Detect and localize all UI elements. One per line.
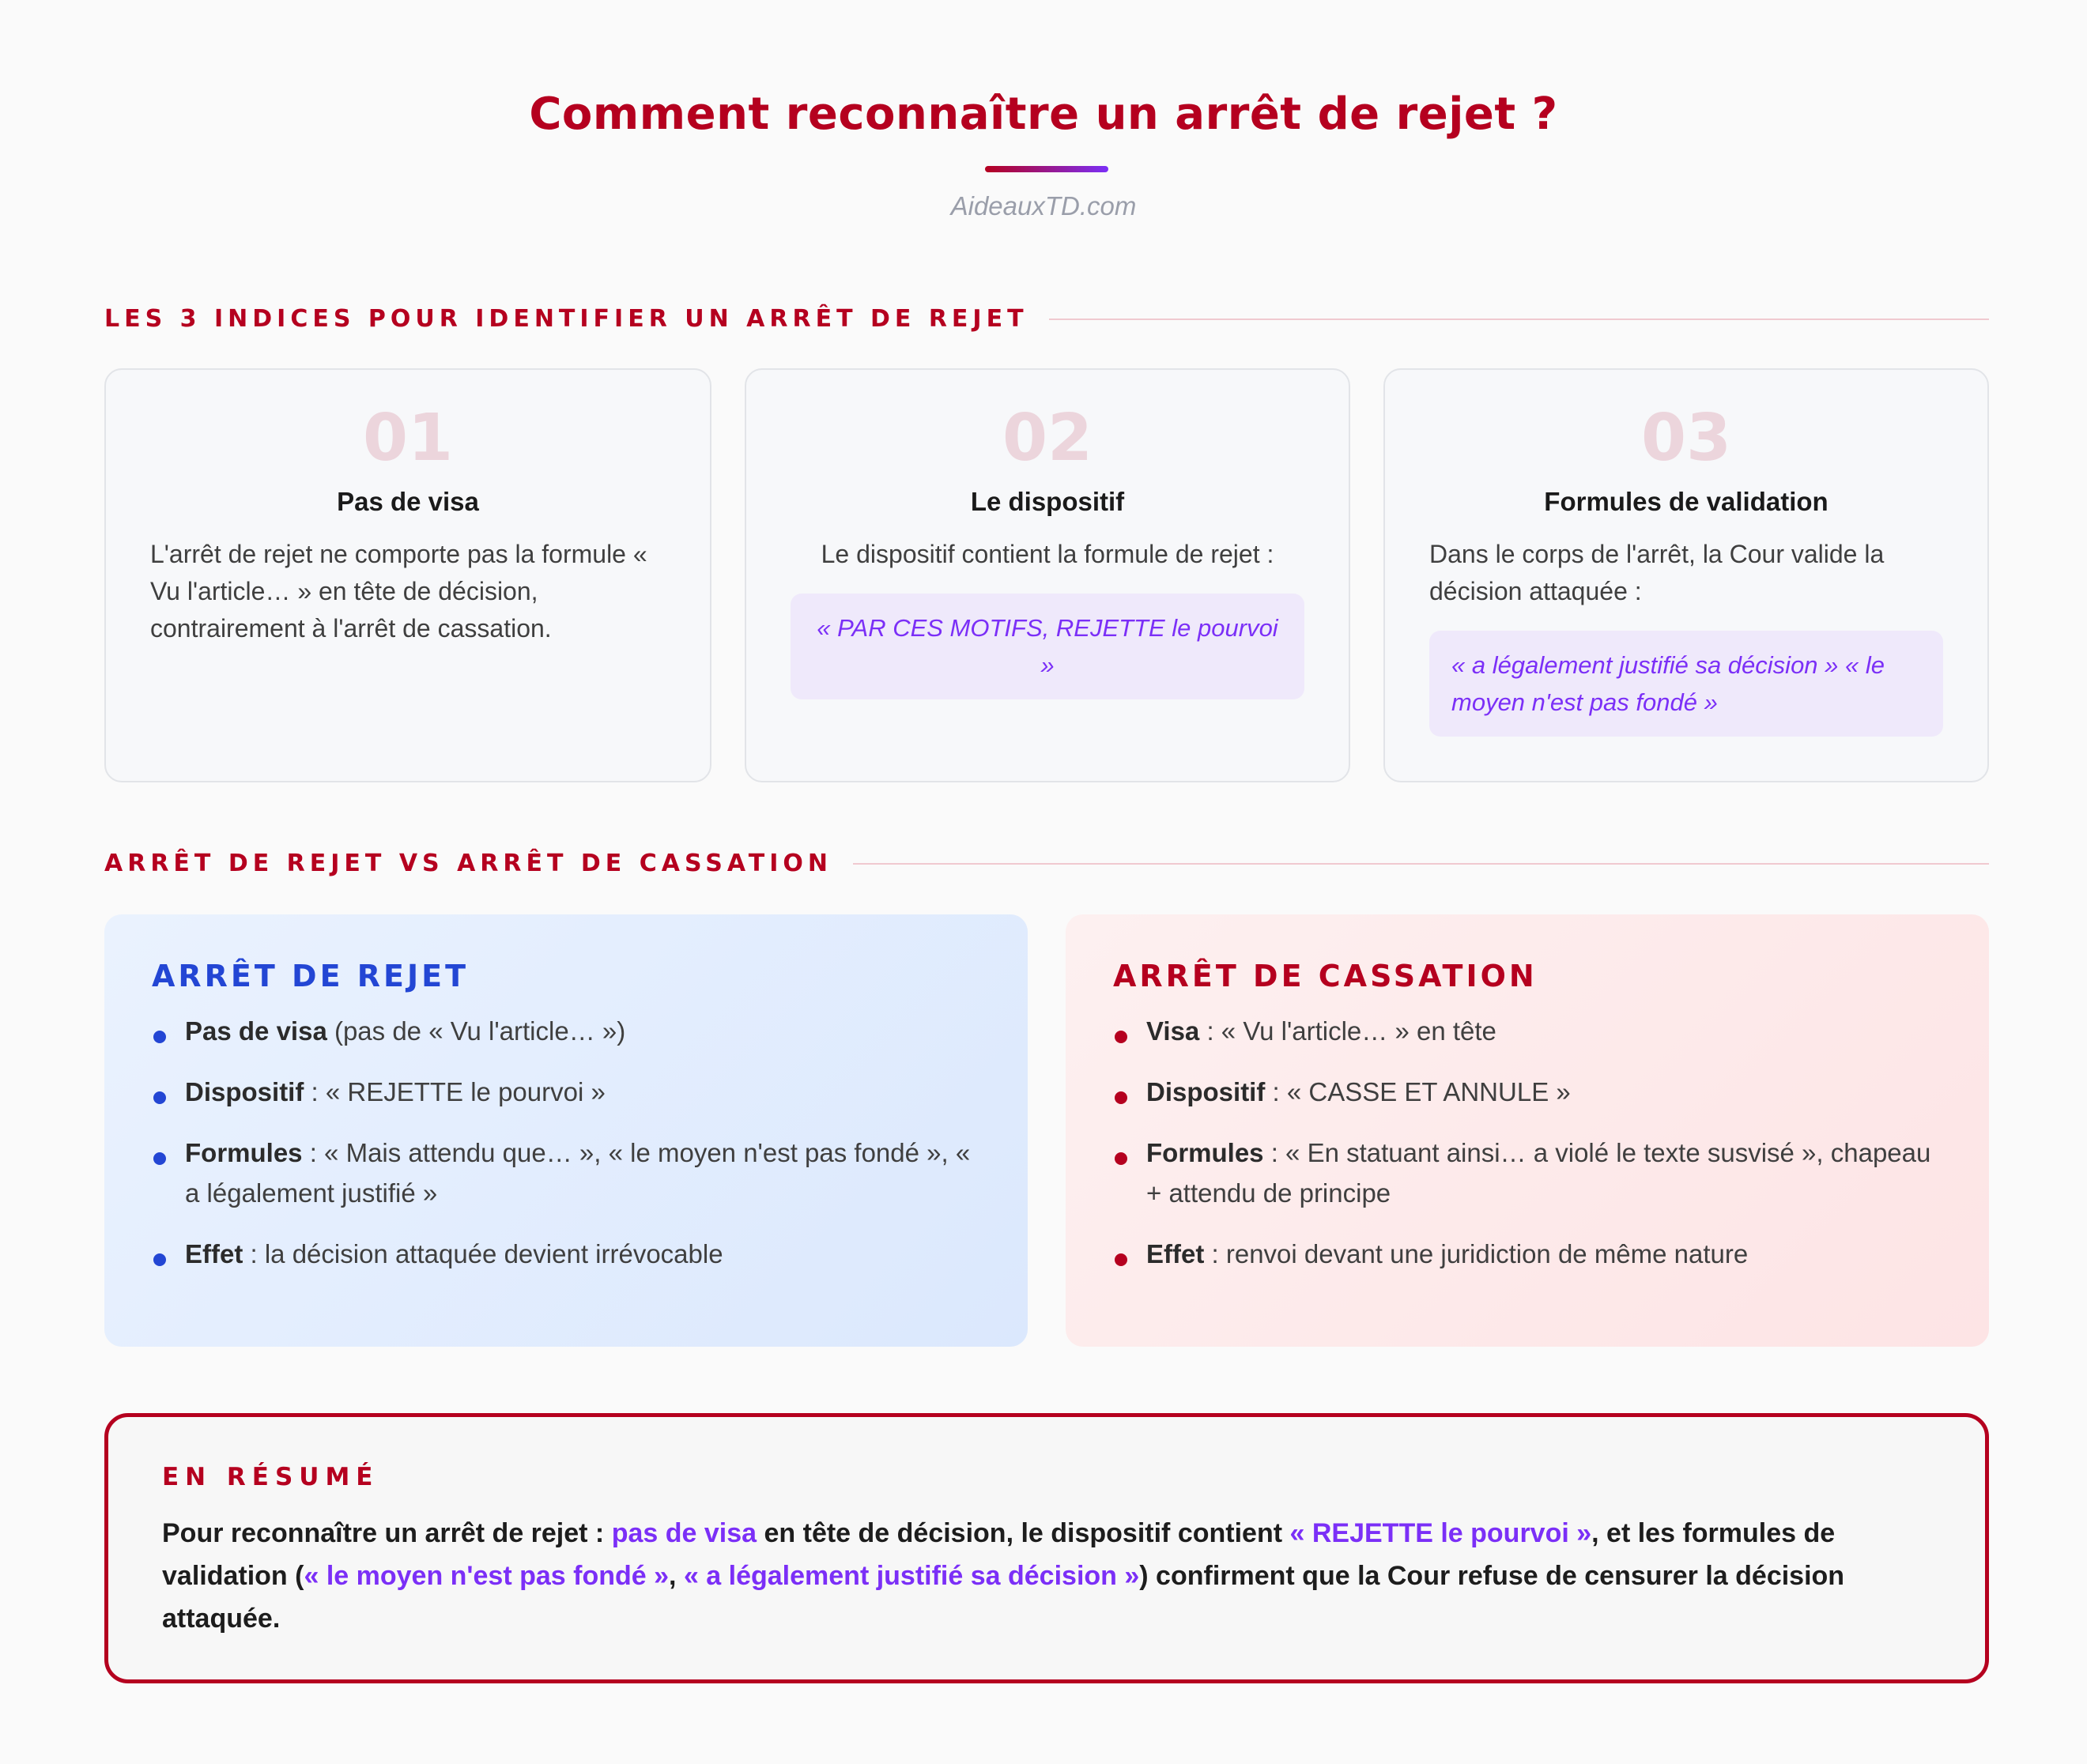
section-header-comparison: [104, 850, 1989, 877]
summary-highlight: pas de visa: [611, 1518, 757, 1548]
card-number: 01: [362, 401, 454, 476]
title-underline: [985, 166, 1108, 172]
item-term: Effet: [185, 1239, 243, 1268]
item-desc: : « Vu l'article… » en tête: [1199, 1016, 1496, 1046]
summary-highlight: « a légalement justifié sa décision »: [683, 1561, 1140, 1591]
section-divider: [853, 863, 1989, 865]
card-title: Pas de visa: [337, 487, 479, 516]
item-desc: : « Mais attendu que… », « le moyen n'est pas fondé », « a légalement justifié »: [185, 1138, 971, 1208]
rejet-list: [152, 1011, 980, 1274]
card-title: Formules de validation: [1544, 487, 1828, 516]
summary-box: [104, 1413, 1989, 1683]
page-title: Comment reconnaître un arrêt de rejet ?: [529, 89, 1558, 140]
list-item: [1113, 1133, 1942, 1213]
card-title: Le dispositif: [970, 487, 1125, 516]
section-label: LES 3 INDICES POUR IDENTIFIER UN ARRÊT DE REJET: [104, 305, 1028, 333]
card-quote: « a légalement justifié sa décision » « le moyen n'est pas fondé »: [1429, 631, 1943, 737]
list-item: [1113, 1011, 1942, 1051]
section-header-indices: [104, 305, 1989, 333]
item-term: Dispositif: [1146, 1077, 1266, 1106]
item-desc: : « En statuant ainsi… a violé le texte susvisé », chapeau + attendu de principe: [1146, 1138, 1931, 1208]
bullet-icon: [153, 1031, 166, 1043]
cassation-list: [1113, 1011, 1942, 1274]
section-label: ARRÊT DE REJET VS ARRÊT DE CASSATION: [104, 850, 832, 877]
item-term: Dispositif: [185, 1077, 304, 1106]
item-term: Pas de visa: [185, 1016, 327, 1046]
summary-part: Pour reconnaître un arrêt de rejet :: [162, 1518, 612, 1548]
summary-part: ) confirment que la Cour refuse de censurer la décision attaquée.: [162, 1561, 1845, 1634]
item-desc: : « REJETTE le pourvoi »: [304, 1077, 606, 1106]
list-item: [152, 1133, 980, 1213]
clue-card-3: [1383, 368, 1989, 782]
item-term: Formules: [1146, 1138, 1264, 1167]
item-term: Visa: [1146, 1016, 1200, 1046]
panel-title: ARRÊT DE CASSATION: [1113, 959, 1538, 993]
summary-highlight: « REJETTE le pourvoi »: [1289, 1518, 1592, 1548]
bullet-icon: [153, 1091, 166, 1104]
list-item: [1113, 1072, 1942, 1112]
item-desc: : renvoi devant une juridiction de même nature: [1204, 1239, 1749, 1268]
bullet-icon: [153, 1253, 166, 1266]
rejet-panel: [104, 914, 1028, 1347]
summary-part: en tête de décision, le dispositif contient: [757, 1518, 1290, 1548]
card-text: Dans le corps de l'arrêt, la Cour valide la décision attaquée :: [1429, 540, 1885, 605]
item-desc: (pas de « Vu l'article… »): [326, 1016, 626, 1046]
item-desc: : la décision attaquée devient irrévocable: [243, 1239, 723, 1268]
summary-part: ,: [669, 1561, 684, 1591]
card-text: L'arrêt de rejet ne comporte pas la formule « Vu l'article… » en tête de décision, contrairement à l'arrêt de cassation.: [150, 540, 647, 643]
card-text: Le dispositif contient la formule de rejet :: [821, 540, 1274, 568]
card-number: 03: [1640, 401, 1732, 476]
bullet-icon: [1115, 1253, 1127, 1266]
card-quote: « PAR CES MOTIFS, REJETTE le pourvoi »: [791, 594, 1304, 699]
item-desc: : « CASSE ET ANNULE »: [1265, 1077, 1571, 1106]
section-divider: [1049, 318, 1989, 320]
summary-text: [162, 1512, 1931, 1640]
panel-title: ARRÊT DE REJET: [152, 959, 470, 993]
summary-part: , et les formules de validation (: [162, 1518, 1836, 1591]
list-item: [1113, 1234, 1942, 1274]
clue-card-1: [104, 368, 711, 782]
cassation-panel: [1066, 914, 1989, 1347]
list-item: [152, 1234, 980, 1274]
clue-card-2: [745, 368, 1350, 782]
item-term: Effet: [1146, 1239, 1205, 1268]
bullet-icon: [1115, 1031, 1127, 1043]
site-name: AideauxTD.com: [950, 191, 1137, 220]
summary-title: EN RÉSUMÉ: [162, 1463, 379, 1491]
list-item: [152, 1072, 980, 1112]
bullet-icon: [1115, 1091, 1127, 1104]
card-number: 02: [1002, 401, 1093, 476]
item-term: Formules: [185, 1138, 303, 1167]
bullet-icon: [153, 1152, 166, 1165]
list-item: [152, 1011, 980, 1051]
summary-highlight: « le moyen n'est pas fondé »: [304, 1561, 670, 1591]
bullet-icon: [1115, 1152, 1127, 1165]
